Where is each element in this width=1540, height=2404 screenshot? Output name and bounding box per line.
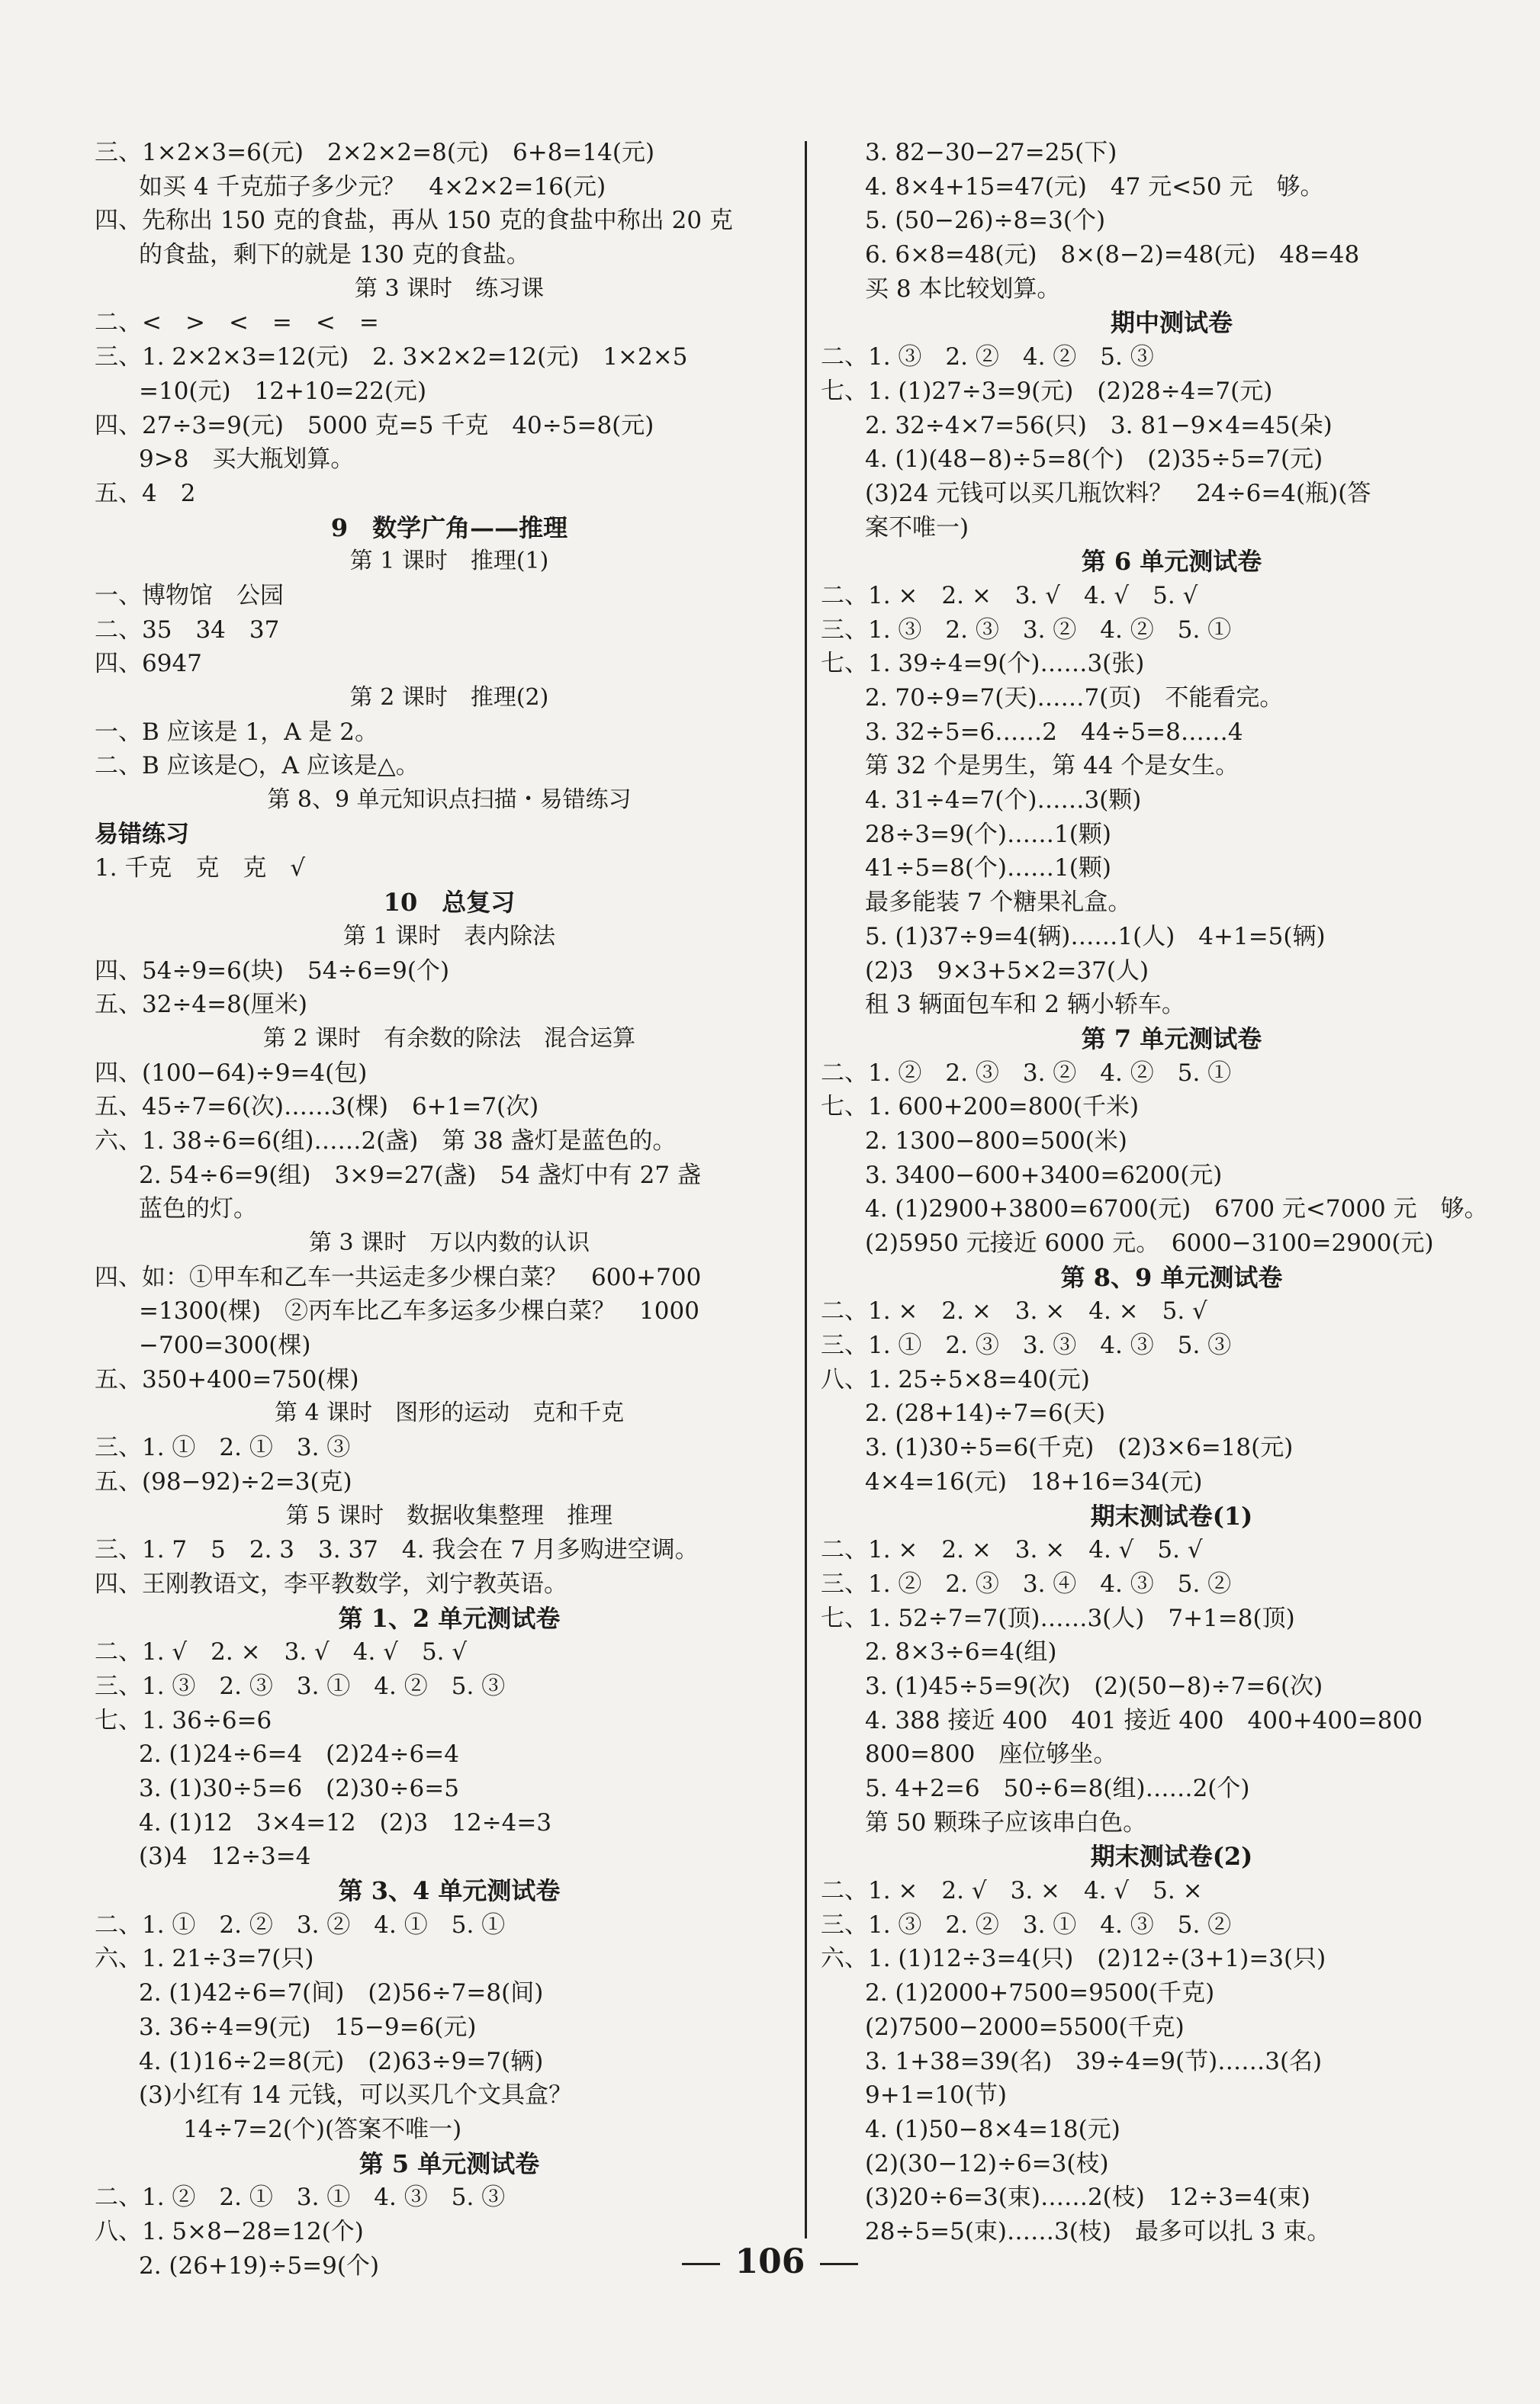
answer-line: 二、< > < = < = [95, 309, 379, 337]
answer-line: 5. (1)37÷9=4(辆)……1(人) 4+1=5(辆) [865, 922, 1326, 950]
section-heading: 期中测试卷 [1110, 308, 1233, 338]
answer-line: 买 8 本比较划算。 [865, 275, 1061, 303]
answer-line: 八、1. 25÷5×8=40(元) [821, 1365, 1090, 1393]
answer-line: 3. 1+38=39(名) 39÷4=9(节)……3(名) [865, 2047, 1323, 2075]
answer-line: =10(元) 12+10=22(元) [139, 377, 427, 405]
answer-line: 4. (1)16÷2=8(元) (2)63÷9=7(辆) [139, 2047, 544, 2075]
answer-line: 三、1. ③ 2. ③ 3. ② 4. ② 5. ① [821, 615, 1232, 644]
answer-line: 二、B 应该是○，A 应该是△。 [95, 752, 420, 780]
answer-line: 3. (1)30÷5=6(千克) (2)3×6=18(元) [865, 1434, 1294, 1462]
answer-line: 9>8 买大瓶划算。 [139, 445, 355, 474]
section-heading: 第 7 单元测试卷 [1081, 1024, 1262, 1053]
answer-line: 七、1. 600+200=800(千米) [821, 1093, 1140, 1121]
lesson-heading: 第 3 课时 万以内数的认识 [308, 1229, 590, 1256]
answer-line: 七、1. (1)27÷3=9(元) (2)28÷4=7(元) [821, 377, 1273, 405]
answer-line: 三、1. ② 2. ③ 3. ④ 4. ③ 5. ② [821, 1570, 1232, 1598]
answer-line: 2. (1)42÷6=7(间) (2)56÷7=8(间) [139, 1979, 544, 2007]
section-heading: 第 6 单元测试卷 [1081, 547, 1262, 577]
answer-line: 四、27÷3=9(元) 5000 克=5 千克 40÷5=8(元) [95, 411, 654, 439]
answer-line: 的食盐，剩下的就是 130 克的食盐。 [139, 241, 530, 269]
answer-line: 易错练习 [95, 820, 189, 848]
answer-line: (2)(30−12)÷6=3(枝) [865, 2149, 1109, 2177]
answer-line: 五、4 2 [95, 479, 196, 507]
answer-line: (2)3 9×3+5×2=37(人) [865, 956, 1149, 985]
answer-line: 2. 70÷9=7(天)……7(页) 不能看完。 [865, 684, 1284, 712]
answer-line: (2)7500−2000=5500(千克) [865, 2013, 1185, 2041]
answer-line: 最多能装 7 个糖果礼盒。 [865, 889, 1132, 917]
section-heading: 第 8、9 单元测试卷 [1060, 1262, 1283, 1292]
answer-line: 2. (26+19)÷5=9(个) [139, 2251, 380, 2280]
answer-line: 四、54÷9=6(块) 54÷6=9(个) [95, 956, 450, 985]
footer-dash-left [682, 2263, 720, 2265]
answer-line: 二、35 34 37 [95, 615, 280, 644]
answer-line: 二、1. ② 2. ① 3. ① 4. ③ 5. ③ [95, 2184, 506, 2212]
answer-line: 4. (1)12 3×4=12 (2)3 12÷4=3 [139, 1808, 552, 1837]
answer-line: 二、1. ② 2. ③ 3. ② 4. ② 5. ① [821, 1059, 1232, 1087]
answer-line: 四、(100−64)÷9=4(包) [95, 1059, 368, 1087]
lesson-heading: 第 1 课时 推理(1) [349, 548, 549, 575]
answer-line: 四、先称出 150 克的食盐，再从 150 克的食盐中称出 20 克 [95, 207, 733, 235]
answer-line: 3. 32÷5=6……2 44÷5=8……4 [865, 718, 1243, 746]
answer-line: 一、博物馆 公园 [95, 581, 284, 609]
answer-line: 4. 31÷4=7(个)……3(颗) [865, 786, 1142, 815]
answer-line: 五、350+400=750(棵) [95, 1365, 359, 1393]
answer-line: 二、1. ① 2. ② 3. ② 4. ① 5. ① [95, 1911, 506, 1939]
answer-line: 五、45÷7=6(次)……3(棵) 6+1=7(次) [95, 1093, 539, 1121]
answer-line: 2. 32÷4×7=56(只) 3. 81−9×4=45(朵) [865, 411, 1333, 439]
section-heading: 期末测试卷(1) [1090, 1501, 1253, 1531]
answer-line: 9+1=10(节) [865, 2081, 1008, 2110]
lesson-heading: 第 1 课时 表内除法 [342, 922, 556, 950]
answer-line: 三、1. ① 2. ③ 3. ③ 4. ③ 5. ③ [821, 1332, 1232, 1360]
answer-line: 六、1. (1)12÷3=4(只) (2)12÷(3+1)=3(只) [821, 1945, 1326, 1973]
answer-line: 二、1. × 2. √ 3. × 4. √ 5. × [821, 1877, 1203, 1905]
answer-line: 二、1. × 2. × 3. × 4. × 5. √ [821, 1297, 1207, 1326]
answer-line: 3. (1)30÷5=6 (2)30÷6=5 [139, 1775, 459, 1802]
answer-line: (3)小红有 14 元钱，可以买几个文具盒？ [139, 2081, 573, 2110]
answer-line: 14÷7=2(个)(答案不唯一) [183, 2115, 462, 2143]
section-heading: 第 1、2 单元测试卷 [338, 1603, 561, 1633]
lesson-heading: 第 3 课时 练习课 [354, 275, 545, 302]
answer-line: 5. 4+2=6 50÷6=8(组)……2(个) [865, 1775, 1250, 1802]
section-heading: 期末测试卷(2) [1090, 1842, 1253, 1872]
answer-line: 1. 千克 克 克 √ [95, 854, 306, 882]
answer-line: 二、1. √ 2. × 3. √ 4. √ 5. √ [95, 1638, 468, 1666]
answer-line: (3)24 元钱可以买几瓶饮料？ 24÷6=4(瓶)(答 [865, 479, 1371, 507]
answer-line: (2)5950 元接近 6000 元。 6000−3100=2900(元) [865, 1229, 1434, 1257]
answer-line: 二、1. × 2. × 3. × 4. √ 5. √ [821, 1536, 1203, 1564]
answer-line: 4. 388 接近 400 401 接近 400 400+400=800 [865, 1706, 1423, 1734]
answer-line: 4. 8×4+15=47(元) 47 元<50 元 够。 [865, 172, 1324, 201]
answer-line: 4. (1)(48−8)÷5=8(个) (2)35÷5=7(元) [865, 445, 1323, 474]
answer-line: 五、32÷4=8(厘米) [95, 991, 308, 1019]
answer-line: 3. 36÷4=9(元) 15−9=6(元) [139, 2013, 477, 2041]
lesson-heading: 第 2 课时 推理(2) [349, 684, 549, 711]
answer-line: 3. 3400−600+3400=6200(元) [865, 1161, 1223, 1189]
answer-line: 七、1. 39÷4=9(个)……3(张) [821, 650, 1145, 678]
answer-line: 5. (50−26)÷8=3(个) [865, 207, 1106, 235]
left-column [95, 136, 804, 2283]
right-column [821, 136, 1522, 2249]
answer-line: 三、1×2×3=6(元) 2×2×2=8(元) 6+8=14(元) [95, 139, 655, 166]
answer-line: 第 32 个是男生，第 44 个是女生。 [865, 752, 1239, 780]
section-heading: 10 总复习 [383, 888, 516, 918]
answer-line: 三、1. 7 5 2. 3 3. 37 4. 我会在 7 月多购进空调。 [95, 1536, 699, 1564]
answer-line: 第 50 颗珠子应该串白色。 [865, 1808, 1147, 1837]
answer-line: (3)4 12÷3=4 [139, 1843, 311, 1871]
answer-line: 2. 1300−800=500(米) [865, 1126, 1127, 1155]
answer-line: 28÷5=5(束)……3(枝) 最多可以扎 3 束。 [865, 2217, 1331, 2245]
answer-line: 3. 82−30−27=25(下) [865, 139, 1117, 166]
column-divider [805, 141, 807, 2238]
answer-line: =1300(棵) ②丙车比乙车多运多少棵白菜？ 1000 [139, 1297, 699, 1326]
answer-line: 四、6947 [95, 650, 202, 678]
answer-line: 28÷3=9(个)……1(颗) [865, 820, 1111, 848]
answer-line: 2. 8×3÷6=4(组) [865, 1638, 1057, 1666]
answer-line: 2. 54÷6=9(组) 3×9=27(盏) 54 盏灯中有 27 盏 [139, 1161, 701, 1189]
answer-line: 二、1. × 2. × 3. √ 4. √ 5. √ [821, 581, 1198, 609]
section-heading: 9 数学广角——推理 [330, 513, 568, 542]
answer-line: 三、1. ③ 2. ③ 3. ① 4. ② 5. ③ [95, 1672, 506, 1700]
answer-line: 六、1. 21÷3=7(只) [95, 1945, 314, 1973]
answer-line: 2. (28+14)÷7=6(天) [865, 1400, 1106, 1428]
answer-line: 五、(98−92)÷2=3(克) [95, 1467, 352, 1496]
answer-line: 3. (1)45÷5=9(次) (2)(50−8)÷7=6(次) [865, 1672, 1323, 1700]
lesson-heading: 第 5 课时 数据收集整理 推理 [285, 1502, 613, 1529]
answer-line: 三、1. ③ 2. ② 3. ① 4. ③ 5. ② [821, 1911, 1232, 1939]
answer-line: 6. 6×8=48(元) 8×(8−2)=48(元) 48=48 [865, 241, 1360, 269]
answer-line: 4. (1)2900+3800=6700(元) 6700 元<7000 元 够。 [865, 1195, 1488, 1223]
lesson-heading: 第 4 课时 图形的运动 克和千克 [274, 1400, 625, 1427]
answer-line: 租 3 辆面包车和 2 辆小轿车。 [865, 991, 1185, 1019]
answer-line: 4×4=16(元) 18+16=34(元) [865, 1467, 1203, 1496]
answer-line: −700=300(棵) [139, 1332, 311, 1360]
lesson-heading: 第 8、9 单元知识点扫描・易错练习 [267, 786, 632, 814]
answer-line: 二、1. ③ 2. ② 4. ② 5. ③ [821, 343, 1154, 371]
lesson-heading: 第 2 课时 有余数的除法 混合运算 [262, 1024, 636, 1052]
answer-line: 八、1. 5×8−28=12(个) [95, 2217, 364, 2245]
answer-line: 三、1. ① 2. ① 3. ③ [95, 1434, 351, 1462]
answer-line: 四、如：①甲车和乙车一共运走多少棵白菜？ 600+700 [95, 1263, 702, 1291]
section-heading: 第 5 单元测试卷 [358, 2148, 540, 2178]
section-heading: 第 3、4 单元测试卷 [338, 1876, 561, 1906]
answer-line: 41÷5=8(个)……1(颗) [865, 854, 1111, 882]
page-number: 106 [735, 2242, 805, 2281]
answer-line: 六、1. 38÷6=6(组)……2(盏) 第 38 盏灯是蓝色的。 [95, 1126, 677, 1155]
answer-line: 三、1. 2×2×3=12(元) 2. 3×2×2=12(元) 1×2×5 [95, 343, 688, 371]
answer-line: 一、B 应该是 1，A 是 2。 [95, 718, 379, 746]
answer-line: 四、王刚教语文，李平教数学，刘宁教英语。 [95, 1570, 567, 1598]
answer-line: 2. (1)2000+7500=9500(千克) [865, 1979, 1215, 2007]
answer-line: 2. (1)24÷6=4 (2)24÷6=4 [139, 1740, 459, 1769]
footer-dash-right [820, 2263, 858, 2265]
answer-line: 蓝色的灯。 [139, 1195, 257, 1223]
answer-line: 4. (1)50−8×4=18(元) [865, 2115, 1120, 2143]
answer-line: 800=800 座位够坐。 [865, 1740, 1117, 1769]
answer-line: 七、1. 36÷6=6 [95, 1706, 272, 1734]
answer-line: (3)20÷6=3(束)……2(枝) 12÷3=4(束) [865, 2184, 1310, 2212]
answer-line: 如买 4 千克茄子多少元？ 4×2×2=16(元) [139, 172, 606, 201]
answer-line: 七、1. 52÷7=7(顶)……3(人) 7+1=8(顶) [821, 1604, 1295, 1632]
page-footer [0, 2242, 1540, 2281]
answer-line: 案不唯一) [865, 513, 969, 542]
